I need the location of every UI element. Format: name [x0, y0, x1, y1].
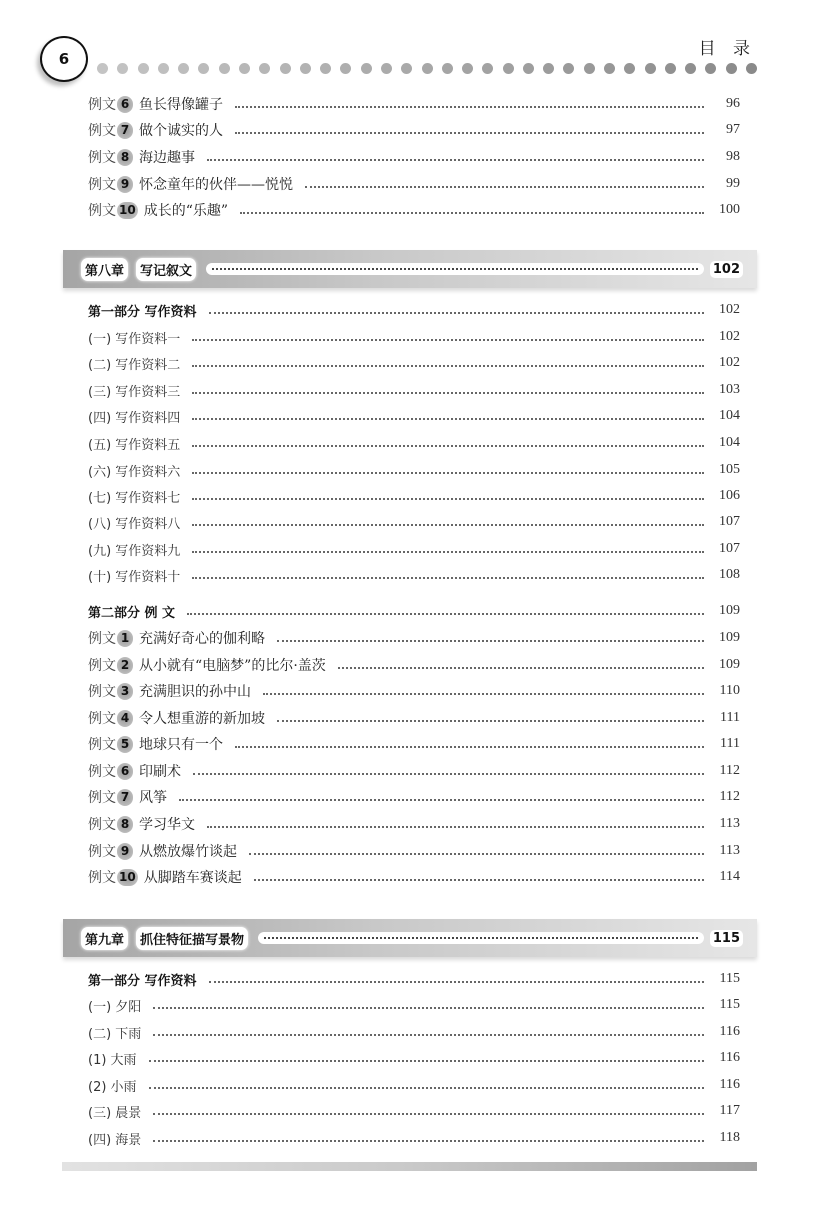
- entry-page: 109: [719, 657, 740, 672]
- entry-page: 116: [719, 1024, 740, 1039]
- dot-leader: [192, 418, 704, 420]
- entry-prefix: 例文: [88, 177, 116, 193]
- dot-leader: [153, 1007, 704, 1009]
- entry-number-badge: 9: [117, 176, 133, 193]
- entry-prefix: 例文: [88, 844, 116, 860]
- entry-page: 110: [719, 683, 740, 698]
- toc-entry[interactable]: [88, 485, 740, 507]
- toc-entry[interactable]: [88, 733, 740, 755]
- entry-number-badge: 10: [119, 203, 136, 217]
- toc-entry[interactable]: [88, 93, 740, 115]
- dot-leader: [192, 524, 704, 526]
- dot-leader: [192, 365, 704, 367]
- dot-leader: [192, 392, 704, 394]
- entry-page: 111: [720, 710, 740, 725]
- dot-leader: [192, 577, 704, 579]
- entry-page: 103: [719, 382, 740, 397]
- part-page: 102: [719, 302, 740, 317]
- entry-prefix: 例文: [88, 764, 116, 780]
- decorative-dot: [198, 63, 209, 74]
- dot-leader: [192, 339, 704, 341]
- toc-entry[interactable]: [88, 1021, 740, 1043]
- entry-page: 107: [719, 514, 740, 529]
- entry-title: (九) 写作资料九: [88, 543, 181, 559]
- part-page: 109: [719, 603, 740, 618]
- decorative-dot: [320, 63, 331, 74]
- part-title: 第一部分 写作资料: [88, 304, 197, 320]
- decorative-dots-row: [97, 61, 757, 75]
- toc-entry[interactable]: [88, 627, 740, 649]
- entry-title: 印刷术: [139, 764, 181, 780]
- decorative-dot: [117, 63, 128, 74]
- decorative-dot: [422, 63, 433, 74]
- toc-entry[interactable]: [88, 840, 740, 862]
- entry-title: 风筝: [139, 790, 167, 806]
- part-heading[interactable]: [88, 600, 740, 622]
- decorative-dot: [239, 63, 250, 74]
- entry-title: 从小就有“电脑梦”的比尔·盖茨: [139, 658, 326, 674]
- entry-title: (六) 写作资料六: [88, 464, 181, 480]
- decorative-dot: [543, 63, 554, 74]
- decorative-dot: [685, 63, 696, 74]
- dot-leader: [240, 212, 704, 214]
- toc-entry[interactable]: [88, 326, 740, 348]
- entry-page: 96: [726, 96, 740, 111]
- entry-title: 怀念童年的伙伴——悦悦: [139, 177, 293, 193]
- entry-page: 97: [726, 122, 740, 137]
- decorative-dot: [604, 63, 615, 74]
- toc-entry[interactable]: [88, 352, 740, 374]
- decorative-dot: [563, 63, 574, 74]
- decorative-dot: [442, 63, 453, 74]
- entry-title: 成长的“乐趣”: [143, 203, 229, 219]
- chapter-title: 抓住特征描写景物: [136, 927, 248, 950]
- entry-title: (四) 海景: [88, 1132, 142, 1148]
- decorative-dot: [381, 63, 392, 74]
- chapter-page: 115: [710, 930, 743, 947]
- entry-title: (二) 下雨: [88, 1026, 142, 1042]
- entry-page: 118: [719, 1130, 740, 1145]
- entry-page: 114: [719, 869, 740, 884]
- entry-number-badge: 2: [117, 657, 133, 674]
- page-header: [0, 0, 838, 90]
- chapter-title: 写记叙文: [136, 258, 196, 281]
- entry-prefix: 例文: [88, 870, 116, 886]
- dot-leader: [192, 551, 704, 553]
- entry-prefix: 例文: [88, 737, 116, 753]
- decorative-dot: [746, 63, 757, 74]
- entry-title: (五) 写作资料五: [88, 437, 181, 453]
- decorative-dot: [97, 63, 108, 74]
- entry-number-badge: 10: [119, 870, 136, 884]
- toc-entry[interactable]: [88, 1074, 740, 1096]
- entry-title: (2) 小雨: [88, 1079, 137, 1095]
- entry-prefix: 例文: [88, 631, 116, 647]
- decorative-dot: [523, 63, 534, 74]
- entry-page: 113: [719, 843, 740, 858]
- entry-title: 令人想重游的新加坡: [139, 711, 265, 727]
- entry-page: 116: [719, 1077, 740, 1092]
- entry-title: (一) 夕阳: [88, 999, 142, 1015]
- dot-leader: [254, 879, 704, 881]
- toc-entry[interactable]: [88, 146, 740, 168]
- dot-leader: [277, 640, 704, 642]
- entry-title: 从燃放爆竹谈起: [139, 844, 237, 860]
- entry-title: 鱼长得像罐子: [139, 97, 223, 113]
- entry-prefix: 例文: [88, 817, 116, 833]
- entry-page: 115: [719, 997, 740, 1012]
- decorative-dot: [624, 63, 635, 74]
- entry-page: 104: [719, 408, 740, 423]
- decorative-dot: [340, 63, 351, 74]
- toc-entry[interactable]: [88, 564, 740, 586]
- entry-title: 学习华文: [139, 817, 195, 833]
- entry-number-badge: 8: [117, 816, 133, 833]
- decorative-dot: [361, 63, 372, 74]
- entry-title: (二) 写作资料二: [88, 357, 181, 373]
- entry-title: 充满胆识的孙中山: [139, 684, 251, 700]
- toc-entry[interactable]: [88, 173, 740, 195]
- entry-number-badge: 4: [117, 710, 133, 727]
- decorative-dot: [280, 63, 291, 74]
- entry-number-badge: 6: [117, 96, 133, 113]
- dot-leader: [277, 720, 704, 722]
- decorative-dot: [705, 63, 716, 74]
- toc-entry[interactable]: [88, 866, 740, 888]
- entry-prefix: 例文: [88, 123, 116, 139]
- entry-page: 112: [719, 789, 740, 804]
- dot-leader: [207, 159, 704, 161]
- toc-entry[interactable]: [88, 760, 740, 782]
- decorative-dot: [138, 63, 149, 74]
- page-number: 6: [40, 36, 88, 82]
- decorative-dot: [259, 63, 270, 74]
- part-heading[interactable]: [88, 299, 740, 321]
- toc-entry[interactable]: [88, 459, 740, 481]
- chapter-label: 第九章: [81, 927, 128, 950]
- toc-entry[interactable]: [88, 680, 740, 702]
- decorative-dot: [584, 63, 595, 74]
- dot-leader: [192, 498, 704, 500]
- toc-entry[interactable]: [88, 813, 740, 835]
- entry-title: (八) 写作资料八: [88, 516, 181, 532]
- dot-leader: [258, 932, 704, 944]
- entry-title: (1) 大雨: [88, 1052, 137, 1068]
- entry-title: (三) 写作资料三: [88, 384, 181, 400]
- toc-entry[interactable]: [88, 199, 740, 221]
- entry-title: 做个诚实的人: [139, 123, 223, 139]
- part-heading[interactable]: [88, 968, 740, 990]
- dot-leader: [338, 667, 704, 669]
- entry-prefix: 例文: [88, 684, 116, 700]
- toc-entry[interactable]: [88, 511, 740, 533]
- entry-number-badge: 7: [117, 122, 133, 139]
- decorative-dot: [503, 63, 514, 74]
- toc-entry[interactable]: [88, 119, 740, 141]
- dot-leader: [209, 312, 704, 314]
- dot-leader: [192, 472, 704, 474]
- dot-leader: [206, 263, 704, 275]
- part-page: 115: [719, 971, 740, 986]
- entry-number-badge: 6: [117, 763, 133, 780]
- dot-leader: [235, 132, 704, 134]
- dot-leader: [187, 613, 704, 615]
- section-title: 目 录: [698, 39, 756, 59]
- entry-page: 104: [719, 435, 740, 450]
- dot-leader: [235, 106, 704, 108]
- entry-title: (四) 写作资料四: [88, 410, 181, 426]
- dot-leader: [207, 826, 704, 828]
- toc-entry[interactable]: [88, 1047, 740, 1069]
- entry-page: 98: [726, 149, 740, 164]
- decorative-dot: [482, 63, 493, 74]
- toc-entry[interactable]: [88, 707, 740, 729]
- entry-prefix: 例文: [88, 790, 116, 806]
- entry-number-badge: 1: [117, 630, 133, 647]
- toc-entry[interactable]: [88, 654, 740, 676]
- decorative-dot: [726, 63, 737, 74]
- chapter-9-heading[interactable]: [63, 919, 757, 957]
- entry-prefix: 例文: [88, 150, 116, 166]
- dot-leader: [153, 1113, 704, 1115]
- decorative-dot: [300, 63, 311, 74]
- entry-title: 充满好奇心的伽利略: [139, 631, 265, 647]
- toc-entry[interactable]: [88, 538, 740, 560]
- chapter-8-heading[interactable]: [63, 250, 757, 288]
- entry-number-badge: 7: [117, 789, 133, 806]
- entry-page: 107: [719, 541, 740, 556]
- decorative-dot: [401, 63, 412, 74]
- part-title: 第二部分 例 文: [88, 605, 176, 621]
- dot-leader: [249, 853, 704, 855]
- entry-prefix: 例文: [88, 658, 116, 674]
- entry-title: (七) 写作资料七: [88, 490, 181, 506]
- entry-number-badge: 9: [117, 843, 133, 860]
- decorative-dot: [462, 63, 473, 74]
- dot-leader: [193, 773, 704, 775]
- part-title: 第一部分 写作资料: [88, 973, 197, 989]
- entry-prefix: 例文: [88, 97, 116, 113]
- dot-leader: [149, 1087, 704, 1089]
- toc-entry[interactable]: [88, 1127, 740, 1149]
- dot-leader: [179, 799, 704, 801]
- decorative-dot: [645, 63, 656, 74]
- entry-page: 108: [719, 567, 740, 582]
- entry-page: 112: [719, 763, 740, 778]
- decorative-dot: [219, 63, 230, 74]
- entry-page: 105: [719, 462, 740, 477]
- entry-page: 111: [720, 736, 740, 751]
- dot-leader: [192, 445, 704, 447]
- entry-page: 116: [719, 1050, 740, 1065]
- toc-entry[interactable]: [88, 1100, 740, 1122]
- entry-prefix: 例文: [88, 711, 116, 727]
- toc-entry[interactable]: [88, 379, 740, 401]
- footer-gradient-bar: [62, 1162, 757, 1171]
- decorative-dot: [665, 63, 676, 74]
- dot-leader: [263, 693, 704, 695]
- toc-entry[interactable]: [88, 994, 740, 1016]
- decorative-dot: [158, 63, 169, 74]
- entry-title: 从脚踏车赛谈起: [143, 870, 242, 886]
- dot-leader: [209, 981, 704, 983]
- toc-entry[interactable]: [88, 405, 740, 427]
- entry-title: (一) 写作资料一: [88, 331, 181, 347]
- decorative-dot: [178, 63, 189, 74]
- entry-number-badge: 8: [117, 149, 133, 166]
- chapter-label: 第八章: [81, 258, 128, 281]
- entry-title: 地球只有一个: [139, 737, 223, 753]
- dot-leader: [153, 1140, 704, 1142]
- dot-leader: [235, 746, 704, 748]
- entry-prefix: 例文: [88, 203, 116, 219]
- toc-entry[interactable]: [88, 786, 740, 808]
- chapter-page: 102: [710, 261, 743, 278]
- entry-page: 99: [726, 176, 740, 191]
- entry-page: 109: [719, 630, 740, 645]
- dot-leader: [149, 1060, 704, 1062]
- entry-page: 113: [719, 816, 740, 831]
- dot-leader: [153, 1034, 704, 1036]
- entry-page: 102: [719, 329, 740, 344]
- entry-number-badge: 3: [117, 683, 133, 700]
- entry-page: 100: [719, 202, 740, 217]
- entry-title: (十) 写作资料十: [88, 569, 181, 585]
- toc-entry[interactable]: [88, 432, 740, 454]
- entry-number-badge: 5: [117, 736, 133, 753]
- entry-page: 102: [719, 355, 740, 370]
- entry-title: (三) 晨景: [88, 1105, 142, 1121]
- entry-page: 117: [719, 1103, 740, 1118]
- entry-page: 106: [719, 488, 740, 503]
- dot-leader: [305, 186, 704, 188]
- entry-title: 海边趣事: [139, 150, 195, 166]
